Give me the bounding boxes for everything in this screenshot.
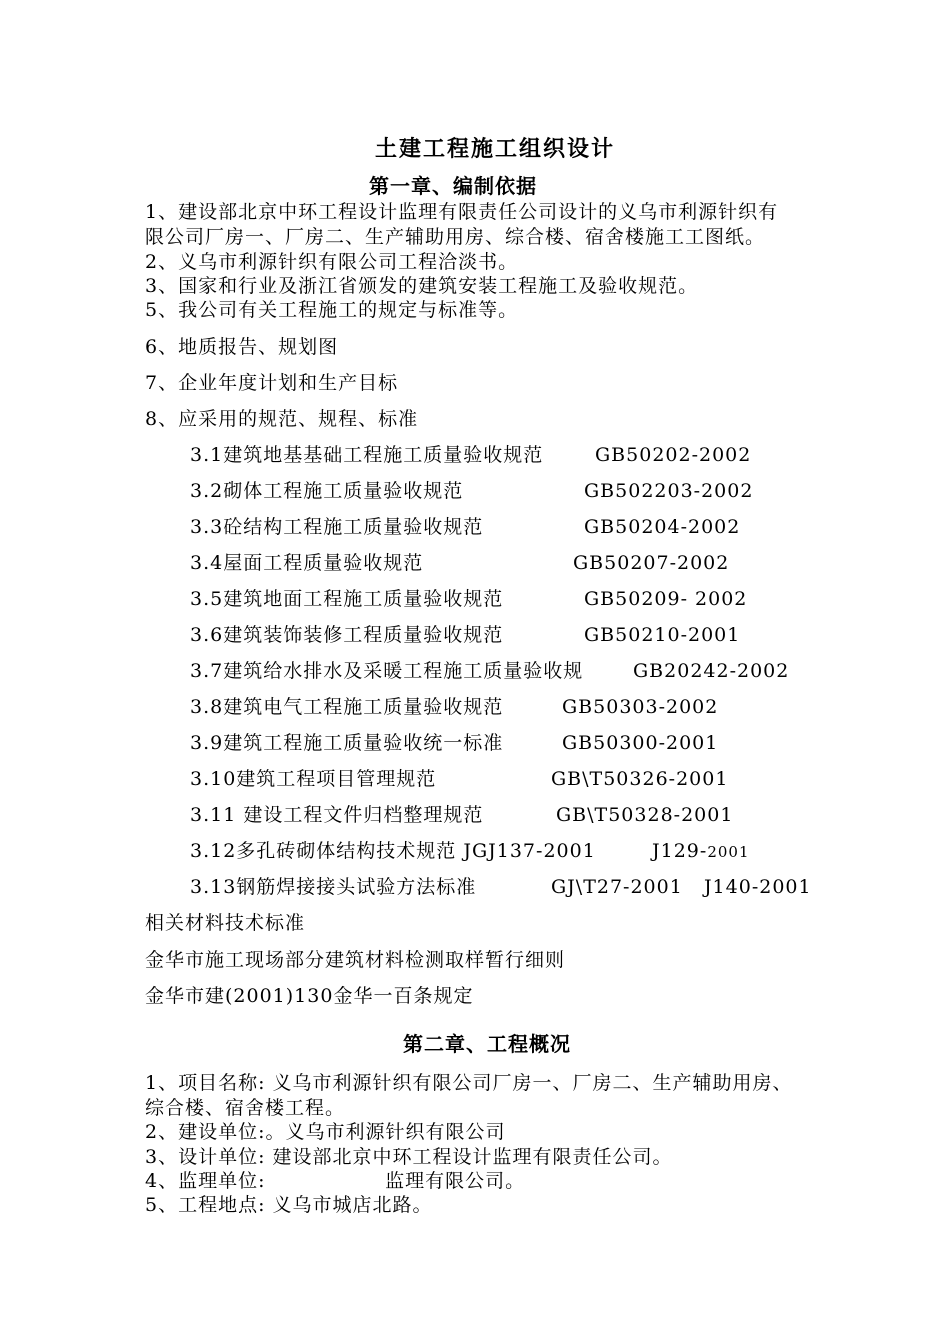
chapter-1-item: 7、企业年度计划和生产目标: [145, 372, 399, 394]
standard-row: [190, 624, 810, 646]
standard-name: 3.12多孔砖砌体结构技术规范 JGJ137-2001: [190, 840, 596, 862]
standard-row: [190, 696, 810, 718]
standard-code: GB50303-2002: [562, 696, 719, 718]
standard-name: 3.10建筑工程项目管理规范: [190, 768, 437, 790]
standard-code: GB50300-2001: [562, 732, 719, 754]
standard-code: GB50207-2002: [573, 552, 730, 574]
chapter-2-item: 5、工程地点: 义乌市城店北路。: [145, 1194, 433, 1216]
chapter-2-item: 1、项目名称: 义乌市利源针织有限公司厂房一、厂房二、生产辅助用房、: [145, 1072, 793, 1094]
standard-row: [190, 732, 810, 754]
standard-code: GB502203-2002: [584, 480, 754, 502]
standard-code-suffix: 2001: [707, 843, 750, 861]
chapter-1-item: 6、地质报告、规划图: [145, 336, 339, 358]
standard-name: 3.7建筑给水排水及采暖工程施工质量验收规: [190, 660, 584, 682]
document-title: 土建工程施工组织设计: [375, 136, 616, 162]
standard-name: 3.2砌体工程施工质量验收规范: [190, 480, 464, 502]
standard-row: [190, 588, 810, 610]
standard-code: GB50210-2001: [584, 624, 741, 646]
chapter-1-item: 2、义乌市利源针织有限公司工程洽淡书。: [145, 251, 519, 273]
chapter-2-heading: 第二章、工程概况: [403, 1032, 571, 1056]
chapter-2-item: 综合楼、宿舍楼工程。: [145, 1097, 346, 1119]
chapter-2-item: 2、建设单位:。义乌市利源针织有限公司: [145, 1121, 506, 1143]
standard-row: [190, 660, 810, 682]
standard-name: 3.11 建设工程文件归档整理规范: [190, 804, 484, 826]
standard-row: [190, 516, 810, 538]
standard-row: [190, 480, 810, 502]
standard-name: 3.5建筑地面工程施工质量验收规范: [190, 588, 504, 610]
standard-name: 3.9建筑工程施工质量验收统一标准: [190, 732, 504, 754]
standard-row: [190, 876, 810, 898]
standard-row: [190, 552, 810, 574]
standard-code: GB\T50326-2001: [551, 768, 729, 790]
related-standard: 金华市施工现场部分建筑材料检测取样暂行细则: [145, 949, 566, 971]
standard-code: GB20242-2002: [633, 660, 790, 682]
standard-code: GJ\T27-2001 J140-2001: [551, 876, 812, 898]
chapter-1-item: 1、建设部北京中环工程设计监理有限责任公司设计的义乌市利源针织有: [145, 201, 779, 223]
chapter-1-heading: 第一章、编制依据: [369, 174, 537, 198]
chapter-1-item: 3、国家和行业及浙江省颁发的建筑安装工程施工及验收规范。: [145, 275, 699, 297]
chapter-1-item: 限公司厂房一、厂房二、生产辅助用房、综合楼、宿舍楼施工工图纸。: [145, 226, 766, 248]
standard-name: 3.6建筑装饰装修工程质量验收规范: [190, 624, 504, 646]
standard-code: GB50209- 2002: [584, 588, 748, 610]
standard-row: [190, 840, 810, 862]
standard-code: GB50202-2002: [595, 444, 752, 466]
standard-code: GB50204-2002: [584, 516, 741, 538]
chapter-1-item: 5、我公司有关工程施工的规定与标准等。: [145, 299, 519, 321]
chapter-1-item: 8、应采用的规范、规程、标准: [145, 408, 419, 430]
standard-row: [190, 444, 810, 466]
standard-row: [190, 768, 810, 790]
chapter-2-item: 4、监理单位: 监理有限公司。: [145, 1170, 526, 1192]
standard-code: GB\T50328-2001: [556, 804, 734, 826]
standard-name: 3.3砼结构工程施工质量验收规范: [190, 516, 484, 538]
standard-name: 3.1建筑地基基础工程施工质量验收规范: [190, 444, 544, 466]
standard-code: [652, 840, 750, 863]
related-standard: 相关材料技术标准: [145, 912, 306, 934]
standard-row: [190, 804, 810, 826]
standard-name: 3.4屋面工程质量验收规范: [190, 552, 424, 574]
standard-name: 3.13钢筋焊接接头试验方法标准: [190, 876, 477, 898]
chapter-2-item: 3、设计单位: 建设部北京中环工程设计监理有限责任公司。: [145, 1146, 673, 1168]
standard-name: 3.8建筑电气工程施工质量验收规范: [190, 696, 504, 718]
standard-code-prefix: J129-: [652, 840, 708, 862]
related-standard: 金华市建(2001)130金华一百条规定: [145, 985, 474, 1007]
